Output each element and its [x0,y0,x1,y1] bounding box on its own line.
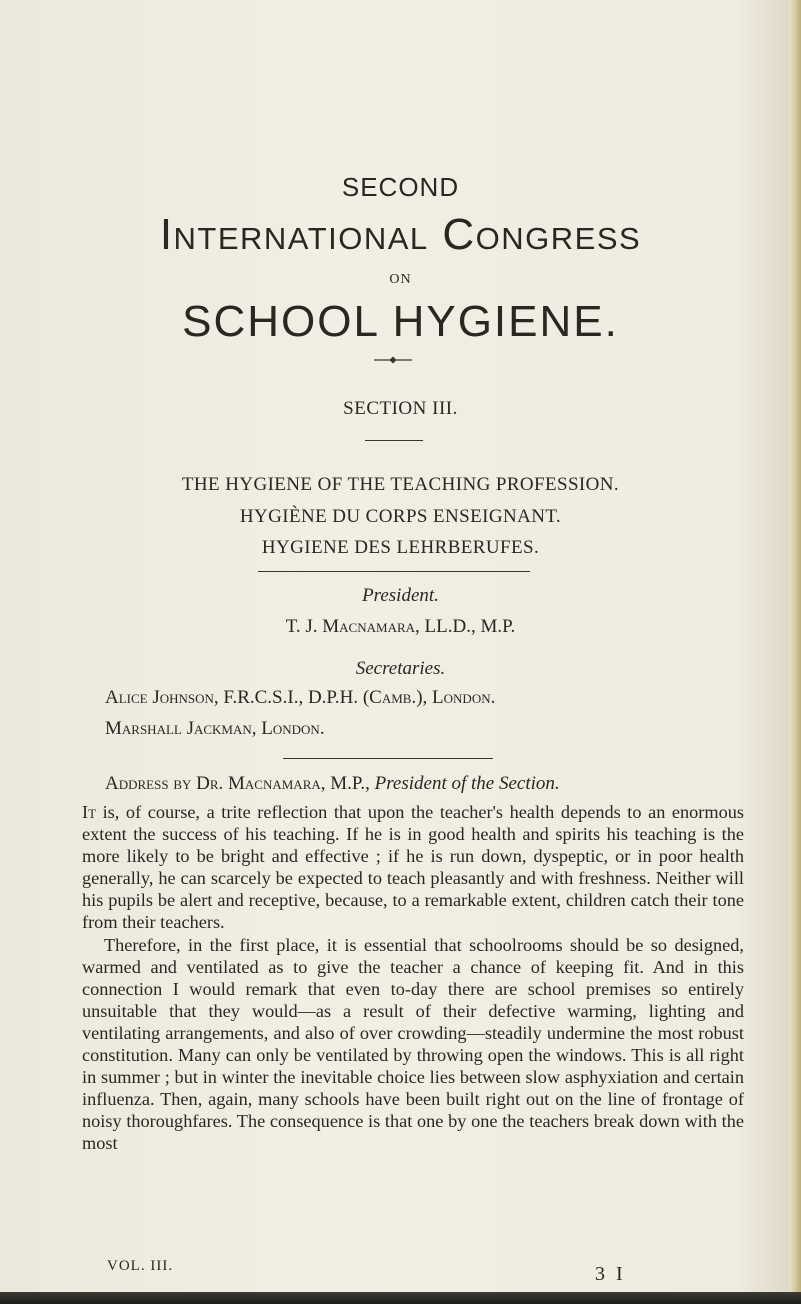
section-heading-german: HYGIENE DES LEHRBERUFES. [261,537,540,558]
paragraph-2: Therefore, in the first place, it is essential that schoolrooms should be so designed, warmed and ventilated as to give the teacher a chance of keeping fit. And in this connection I would remark that even to-day there are school premises so entirely unsuitable that they would—as a result of their defective warming, lighting and ventilating arrangements, and also of over crowding—steadily undermine the most robust constitution. Many can only be ventilated by throwing open the windows. This is all right in summer ; but in winter the inevitable choice lies between slow asphyxiation and certain influenza. Then, again, many schools have been built right out on the line of frontage of noisy thoroughfares. The consequence is that one by one the teachers break down with the most [82,934,744,1154]
section-title: SECTION III. [343,398,458,419]
title-line-school-hygiene: SCHOOL HYGIENE. [182,297,619,346]
paragraph-1-lead: It [82,802,97,822]
secretary-2: Marshall Jackman, London. [105,718,325,739]
volume-signature: VOL. III. [107,1258,174,1274]
section-heading-english: THE HYGIENE OF THE TEACHING PROFESSION. [181,474,620,495]
title-line-on: ON [389,272,412,287]
address-lead: Address by Dr. Macnamara, M.P., [105,773,370,794]
president-name: T. J. Macnamara, LL.D., M.P. [285,616,516,637]
paragraph-1 [82,801,744,934]
section-heading-french: HYGIÈNE DU CORPS ENSEIGNANT. [239,506,562,527]
gathering-signature: 3 I [595,1263,626,1285]
short-rule [365,440,423,441]
president-label: President. [362,585,439,606]
ornament-divider [373,355,413,365]
title-line-congress: International Congress [159,210,642,259]
secretary-1: Alice Johnson, F.R.C.S.I., D.P.H. (Camb.), London. [105,687,496,708]
rule-after-headings [258,571,530,572]
body-text [82,801,744,1155]
paragraph-1-text: is, of course, a trite reflection that upon the teacher's health depends to an enormous extent the success of his teaching. If he is in good health and spirits his teaching is the more likely to be bright and effective ; if he is run down, dyspeptic, or in poor health generally, he can scarcely be expected to teach pleasantly and with freshness. Neither will his pupils be alert and receptive, because, to a remarkable extent, children catch their tone from their teachers. [82,802,744,933]
page-bottom-shadow [0,1292,801,1304]
title-line-second: SECOND [341,172,460,202]
address-role: President of the Section. [374,773,560,794]
address-heading [105,773,560,795]
secretaries-label: Secretaries. [355,658,446,679]
rule-after-officers [283,758,493,759]
